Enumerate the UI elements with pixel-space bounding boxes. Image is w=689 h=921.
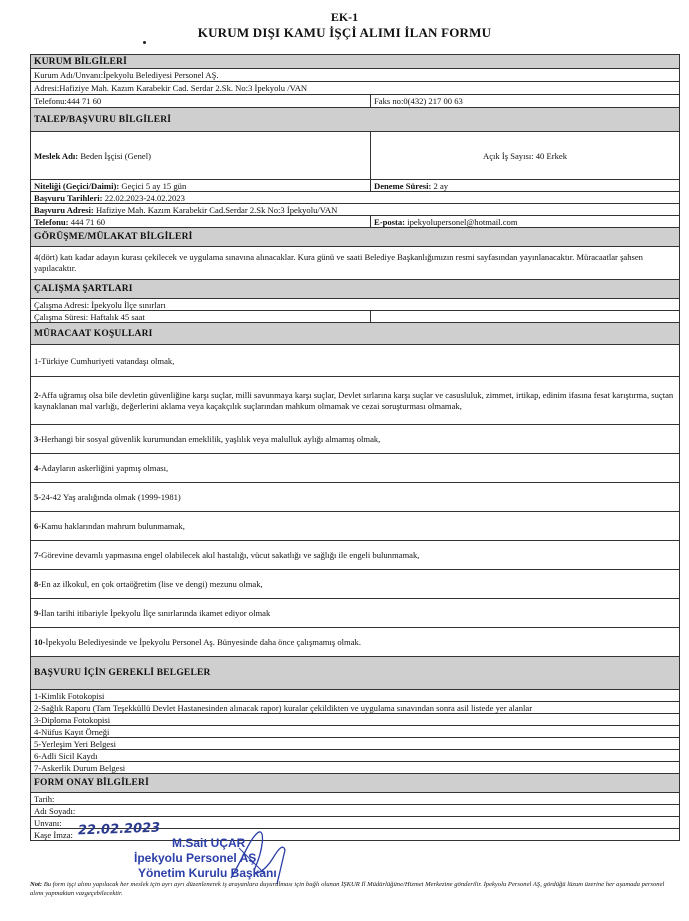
belge-item: 5-Yerleşim Yeri Belgesi (31, 738, 680, 750)
basvuru-telefon (31, 216, 371, 228)
section-talep: TALEP/BAŞVURU BİLGİLERİ (31, 108, 680, 132)
tel-value: 444 71 60 (70, 216, 106, 227)
gorusme-text: 4(dört) katı kadar adayın kurası çekilecek ve uygulama sınavına alınacaklar. Kura günü ve saati Belediye Başkanlığımızın resmi sayfasından yayınlanacaktır. Müracaatlar şahsen yapılacaktır. (31, 247, 680, 280)
acik-is-sayisi: Açık İş Sayısı: 40 Erkek (371, 132, 680, 180)
onay-kase: Kaşe İmza: (31, 829, 680, 841)
tarih-label: Başvuru Tarihleri: (34, 192, 103, 203)
calisma-suresi: Çalışma Süresi: Haftalık 45 saat (31, 311, 371, 323)
muracaat-item: 10-İpekyolu Belediyesinde ve İpekyolu Personel Aş. Bünyesinde daha önce çalışmamış olmak. (31, 628, 680, 657)
onay-adsoyad: Adı Soyadı: (31, 805, 680, 817)
muracaat-item: 9-İlan tarihi itibariyle İpekyolu İlçe sınırlarında ikamet ediyor olmak (31, 599, 680, 628)
basvuru-tarihleri (31, 192, 680, 204)
kurum-adres: Adresi:Hafiziye Mah. Kazım Karabekir Cad. Serdar 2.Sk. No:3 İpekyolu /VAN (31, 82, 680, 95)
muracaat-item: 8-En az ilkokul, en çok ortaöğretim (lise ve dengi) mezunu olmak, (31, 570, 680, 599)
belge-item: 7-Askerlik Durum Belgesi (31, 762, 680, 774)
muracaat-item: 5-24-42 Yaş aralığında olmak (1999-1981) (31, 483, 680, 512)
basvuru-eposta (371, 216, 680, 228)
belge-item: 1-Kimlik Fotokopisi (31, 690, 680, 702)
stamp-title: Yönetim Kurulu Başkanı (138, 866, 277, 880)
form-code: EK-1 (330, 10, 359, 24)
section-onay: FORM ONAY BİLGİLERİ (31, 774, 680, 793)
kurum-telefon: Telefonu:444 71 60 (31, 95, 371, 108)
eposta-value: ipekyolupersonel@hotmail.com (407, 216, 518, 227)
deneme-label: Deneme Süresi: (374, 180, 432, 191)
belge-item: 4-Nüfus Kayıt Örneği (31, 726, 680, 738)
meslek-value: Beden İşçisi (Genel) (80, 150, 151, 161)
belge-item: 2-Sağlık Raporu (Tam Teşekküllü Devlet Hastanesinden alınacak rapor) kuralar çekildikten ve uygulama sınavından sonra asil listede yer alanlar (31, 702, 680, 714)
onay-unvan: Unvanı: (31, 817, 680, 829)
note-text: Bu form işçi alımı yapılacak her meslek için ayrı ayrı düzenlenerek iş arayanlara duyurulması için bağlı olunan İŞKUR İl Müdürlüğüne/Hizmet Merkezine gönderilir. İpekyolu Personel AŞ, gördüğü lüzum üzerine her aşamada personel alımı yapmaktan vazgeçebilecektir. (30, 881, 665, 897)
belge-item: 3-Diploma Fotokopisi (31, 714, 680, 726)
section-gorusme: GÖRÜŞME/MÜLAKAT BİLGİLERİ (31, 228, 680, 247)
note-label: Not: (30, 881, 43, 888)
handwritten-date: 22.02.2023 (77, 820, 161, 839)
section-calisma: ÇALIŞMA ŞARTLARI (31, 280, 680, 299)
adres-value: Hafiziye Mah. Kazım Karabekir Cad.Serdar 2.Sk No:3 İpekyolu/VAN (95, 204, 338, 215)
nitelik-label: Niteliği (Geçici/Daimi): (34, 180, 120, 191)
announcement-form-table (30, 54, 680, 841)
footer-note (30, 880, 679, 898)
eposta-label: E-posta: (374, 216, 406, 227)
nitelik-value: Geçici 5 ay 15 gün (121, 180, 187, 191)
onay-tarih: Tarih: (31, 793, 680, 805)
kurum-faks: Faks no:0(432) 217 00 63 (371, 95, 680, 108)
deneme-cell (371, 180, 680, 192)
muracaat-item: 1-Türkiye Cumhuriyeti vatandaşı olmak, (31, 345, 680, 377)
calisma-adresi: Çalışma Adresi: İpekyolu İlçe sınırları (31, 299, 680, 311)
adres-label: Başvuru Adresi: (34, 204, 94, 215)
ink-dot (143, 41, 146, 44)
section-muracaat: MÜRACAAT KOŞULLARI (31, 323, 680, 345)
muracaat-item: 3-Herhangi bir sosyal güvenlik kurumundan emeklilik, yaşlılık veya malulluk aylığı almamış olmak, (31, 425, 680, 454)
deneme-value: 2 ay (433, 180, 449, 191)
stamp-org: İpekyolu Personel AŞ (134, 851, 257, 865)
kurum-adi: Kurum Adı/Unvanı:İpekyolu Belediyesi Personel AŞ. (31, 69, 680, 82)
belge-item: 6-Adli Sicil Kaydı (31, 750, 680, 762)
muracaat-item: 4-Adayların askerliğini yapmış olması, (31, 454, 680, 483)
meslek-label: Meslek Adı: (34, 150, 79, 161)
tel-label: Telefonu: (34, 216, 69, 227)
section-kurum: KURUM BİLGİLERİ (31, 55, 680, 69)
section-belgeler: BAŞVURU İÇİN GEREKLİ BELGELER (31, 657, 680, 690)
tarih-value: 22.02.2023-24.02.2023 (104, 192, 185, 203)
basvuru-adresi (31, 204, 680, 216)
form-title: KURUM DIŞI KAMU İŞÇİ ALIMI İLAN FORMU (197, 25, 492, 40)
nitelik-cell (31, 180, 371, 192)
meslek-cell (31, 132, 371, 180)
muracaat-item: 2-Affa uğramış olsa bile devletin güvenliğine karşı suçlar, milli savunmaya karşı suçlar, Devlet sırlarına karşı suçlar ve casusluluk, zimmet, irtikap, edinim ifasına fesat karıştırma, suçtan kaynaklanan mal varlığı, değerlerini aklama veya kaçakçılık suçlarından mahkum olmamak ve cezai soruşturması olmamak, (31, 377, 680, 425)
stamp-name: M.Sait UÇAR (172, 836, 246, 850)
calisma-empty (371, 311, 680, 323)
muracaat-item: 7-Görevine devamlı yapmasına engel olabilecek akıl hastalığı, vücut sakatlığı ve sağlığı ile engeli bulunmamak, (31, 541, 680, 570)
muracaat-item: 6-Kamu haklarından mahrum bulunmamak, (31, 512, 680, 541)
